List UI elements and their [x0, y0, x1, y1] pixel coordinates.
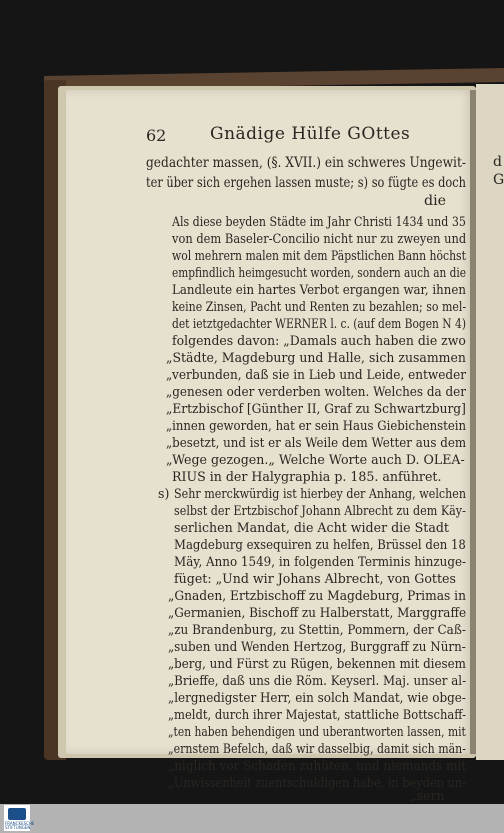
footnote-line: Magdeburg exsequiren zu helfen, Brüssel den 18 [174, 537, 466, 552]
text-line: gedachter massen, (§. XVII.) ein schweres Ungewit- [146, 155, 466, 171]
footnote-line: „ernstem Befelch, daß wir dasselbig, damit sich män- [168, 741, 466, 756]
facing-page-fragment: d [493, 154, 502, 170]
footnote-line: serlichen Mandat, die Acht wider die Stadt [174, 520, 449, 535]
footnote-line: „genesen oder verderben wolten. Welches da der [166, 384, 466, 399]
running-title: Gnädige Hülfe GOttes [210, 124, 411, 144]
footnote-line: „lergnedigster Herr, ein solch Mandat, wie obge- [168, 690, 466, 705]
footnote-line: RIUS in der Halygraphia p. 185. anführet. [172, 469, 442, 484]
footnote-line: „Städte, Magdeburg und Halle, sich zusammen [166, 350, 466, 365]
footnote-line: „Brieffe, daß uns die Röm. Keyserl. Maj. unser al- [168, 673, 467, 688]
footnote-line: Als diese beyden Städte im Jahr Christi 1434 und 35 [172, 214, 466, 229]
footnote-line: „Gnaden, Ertzbischoff zu Magdeburg, Primas in [168, 588, 466, 603]
footnote-line: „meldt, durch ihrer Majestat, stattliche Bottschaff- [168, 707, 466, 722]
footnote-line: „besetzt, und ist er als Weile dem Wetter aus dem [166, 435, 467, 450]
footnote-line: Landleute ein hartes Verbot ergangen war, ihnen [172, 282, 466, 297]
viewer-footer-bar [0, 804, 504, 833]
footnote-line: „Unwissenheit zuentschuldigen habe, in beyden un- [168, 775, 466, 790]
footnote-line: selbst der Ertzbischof Johann Albrecht zu dem Käy- [174, 503, 466, 518]
footnote-line: „berg, und Fürst zu Rügen, bekennen mit diesem [168, 656, 466, 671]
footnote-line: Sehr merckwürdig ist hierbey der Anhang, welchen [174, 486, 467, 501]
footnote-line: „zu Brandenburg, zu Stettin, Pommern, der Caß- [168, 622, 466, 637]
footnote-line: empfindlich heimgesucht worden, sondern auch an die [172, 265, 467, 280]
footnote-line: wol mehrern malen mit dem Päpstlichen Bann höchst [172, 248, 466, 263]
footnote-line: keine Zinsen, Pacht und Renten zu bezahlen; so mel- [172, 299, 467, 314]
footnote-line: det ietztgedachter WERNER l. c. (auf dem Bogen N 4) [172, 316, 466, 331]
footnote-line: „innen geworden, hat er sein Haus Giebichenstein [166, 418, 467, 433]
logo-text: FRANCKESCHE STIFTUNGEN [5, 821, 35, 830]
footnote-line: „niglich vor Schaden zuhüten, und niemands mit [168, 758, 467, 773]
footnote-line: „ten haben behendigen und uberantworten lassen, mit [168, 724, 466, 739]
logo-mark-icon [8, 808, 26, 820]
footnote-line: „Germanien, Bischoff zu Halberstatt, Marggraffe [168, 605, 467, 620]
footnote-line: „Ertzbischof [Günther II, Graf zu Schwartzburg] [166, 401, 466, 416]
footnote-line: füget: „Und wir Johans Albrecht, von Gottes [174, 571, 456, 586]
footnote-line: folgendes davon: „Damals auch haben die zwo [172, 333, 466, 348]
footnote-line: „Wege gezogen.„ Welche Worte auch D. OLEA- [166, 452, 465, 467]
catchword: „sern [410, 788, 445, 803]
footnote-marker: s) [158, 486, 170, 501]
page-number: 62 [146, 126, 167, 145]
catchword: die [424, 193, 447, 209]
footnote-line: Mäy, Anno 1549, in folgenden Terminis hinzuge- [174, 554, 467, 569]
facing-page-fragment: G [493, 172, 504, 188]
footnote-line: „verbunden, daß sie in Lieb und Leide, entweder [166, 367, 467, 382]
footnote-line: von dem Baseler-Concilio nicht nur zu zweyen und [172, 231, 467, 246]
footnote-line: „suben und Wenden Hertzog, Burggraff zu Nürn- [168, 639, 466, 654]
text-line: ter über sich ergehen lassen muste; s) so fügte es doch [146, 175, 467, 191]
